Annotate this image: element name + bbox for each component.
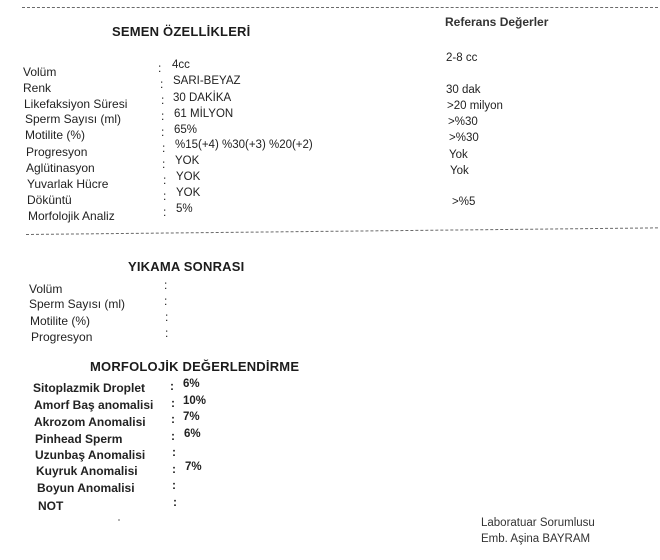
row-value: 30 DAKİKA xyxy=(173,92,232,104)
row-value: %15(+4) %30(+3) %20(+2) xyxy=(175,139,313,151)
row-label: Progresyon xyxy=(31,330,93,344)
row-colon: : xyxy=(173,495,177,509)
reference-values-title: Referans Değerler xyxy=(445,15,549,29)
row-value: 4cc xyxy=(172,59,190,71)
row-colon: : xyxy=(172,478,176,492)
row-value: 6% xyxy=(183,378,200,390)
row-colon: : xyxy=(171,412,175,426)
row-colon: : xyxy=(161,125,165,139)
signature-name: Emb. Aşina BAYRAM xyxy=(481,533,591,545)
wash-section-title: YIKAMA SONRASI xyxy=(128,259,245,274)
row-value: SARI-BEYAZ xyxy=(173,75,241,87)
row-reference: >20 milyon xyxy=(447,100,503,112)
row-colon: : xyxy=(164,278,168,292)
row-label: Pinhead Sperm xyxy=(35,432,123,446)
row-label: Yuvarlak Hücre xyxy=(27,177,109,191)
row-colon: : xyxy=(162,157,166,171)
row-colon: : xyxy=(161,93,165,107)
row-reference: Yok xyxy=(449,149,468,161)
row-label: NOT xyxy=(38,499,64,513)
row-value: YOK xyxy=(176,171,201,183)
row-value: 5% xyxy=(176,203,193,215)
row-value: YOK xyxy=(175,155,200,167)
row-reference: 30 dak xyxy=(446,84,481,96)
row-colon: : xyxy=(165,310,169,324)
row-reference: 2-8 cc xyxy=(446,52,478,64)
row-reference: >%30 xyxy=(449,132,479,144)
row-value: 61 MİLYON xyxy=(174,108,234,120)
row-colon: : xyxy=(171,396,175,410)
row-label: Akrozom Anomalisi xyxy=(34,415,146,429)
row-colon: : xyxy=(165,326,169,340)
row-colon: : xyxy=(171,429,175,443)
row-label: Morfolojik Analiz xyxy=(28,209,115,223)
row-label: Uzunbaş Anomalisi xyxy=(35,448,146,462)
row-label: Volüm xyxy=(23,65,57,79)
row-label: Renk xyxy=(23,81,52,95)
row-colon: : xyxy=(163,205,167,219)
row-label: Volüm xyxy=(29,282,63,296)
semen-section-title: SEMEN ÖZELLİKLERİ xyxy=(112,24,251,39)
row-label: Sperm Sayısı (ml) xyxy=(25,112,122,126)
row-colon: : xyxy=(163,173,167,187)
row-reference: >%30 xyxy=(448,116,478,128)
row-label: Sitoplazmik Droplet xyxy=(33,381,146,395)
row-colon: : xyxy=(161,109,165,123)
row-value: 10% xyxy=(183,395,207,407)
row-value: 7% xyxy=(183,411,200,423)
row-label: Döküntü xyxy=(27,193,72,207)
row-colon: : xyxy=(172,462,176,476)
row-label: Motilite (%) xyxy=(25,128,86,142)
row-label: Likefaksiyon Süresi xyxy=(24,97,128,111)
row-reference: Yok xyxy=(450,165,469,177)
row-colon: : xyxy=(162,141,166,155)
row-colon: : xyxy=(172,445,176,459)
row-value: 7% xyxy=(185,461,202,473)
row-colon: : xyxy=(158,61,162,75)
row-colon: : xyxy=(160,77,164,91)
row-colon: : xyxy=(163,189,167,203)
row-label: Sperm Sayısı (ml) xyxy=(29,297,126,311)
row-label: Boyun Anomalisi xyxy=(37,481,135,495)
row-value: YOK xyxy=(176,187,201,199)
row-label: Kuyruk Anomalisi xyxy=(36,464,138,478)
row-reference: >%5 xyxy=(452,196,476,208)
signature-title: Laboratuar Sorumlusu xyxy=(481,517,595,529)
row-colon: : xyxy=(164,294,168,308)
scan-speck xyxy=(118,519,120,521)
row-colon: : xyxy=(170,379,174,393)
row-label: Amorf Baş anomalisi xyxy=(34,398,154,412)
row-value: 65% xyxy=(174,124,198,136)
morphology-section-title: MORFOLOJİK DEĞERLENDİRME xyxy=(90,359,300,374)
top-divider xyxy=(22,7,658,8)
row-label: Progresyon xyxy=(26,145,88,159)
row-label: Aglütinasyon xyxy=(26,161,95,175)
row-label: Motilite (%) xyxy=(30,314,91,328)
middle-divider xyxy=(26,227,658,235)
row-value: 6% xyxy=(184,428,201,440)
